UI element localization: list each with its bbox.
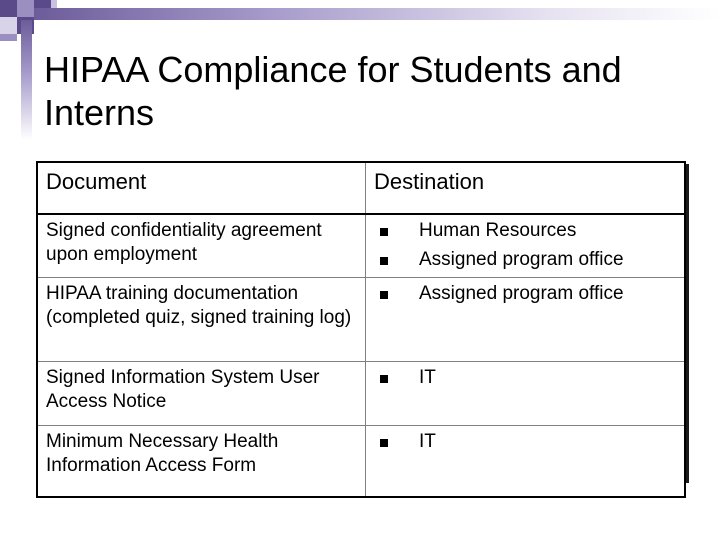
destination-item [374,282,676,306]
destination-label: IT [419,367,436,388]
top-accent-bar [34,8,720,20]
slide-title: HIPAA Compliance for Students and Interns [44,49,622,133]
destination-item [374,366,676,390]
table-header-row [37,162,685,214]
column-header-destination: Destination [366,162,686,214]
destination-label: Assigned program office [419,283,624,304]
square-bullet-icon [380,228,388,236]
destination-item [374,430,676,454]
destination-cell [366,278,686,362]
square-bullet-icon [380,257,388,265]
square-bullet-icon [380,291,388,299]
table-row [37,362,685,426]
destination-item [374,248,676,272]
decor-square [0,34,17,41]
destination-label: Assigned program office [419,249,624,270]
table-row [37,426,685,498]
destination-label: Human Resources [419,220,577,241]
destination-label: IT [419,431,436,452]
compliance-table-container [36,161,686,480]
square-bullet-icon [380,439,388,447]
decor-square [0,0,17,17]
column-header-document: Document [37,162,366,214]
table-row [37,214,685,278]
destination-cell [366,214,686,278]
table-row [37,278,685,362]
document-cell: Signed Information System User Access Notice [37,362,366,426]
compliance-table [36,161,686,498]
square-bullet-icon [380,375,388,383]
document-cell: Signed confidentiality agreement upon employment [37,214,366,278]
decor-square [0,17,17,34]
destination-item [374,219,676,243]
document-cell: HIPAA training documentation (completed quiz, signed training log) [37,278,366,362]
document-cell: Minimum Necessary Health Information Access Form [37,426,366,498]
decor-square [17,0,34,17]
left-accent-bar [21,20,32,140]
destination-cell [366,426,686,498]
destination-cell [366,362,686,426]
